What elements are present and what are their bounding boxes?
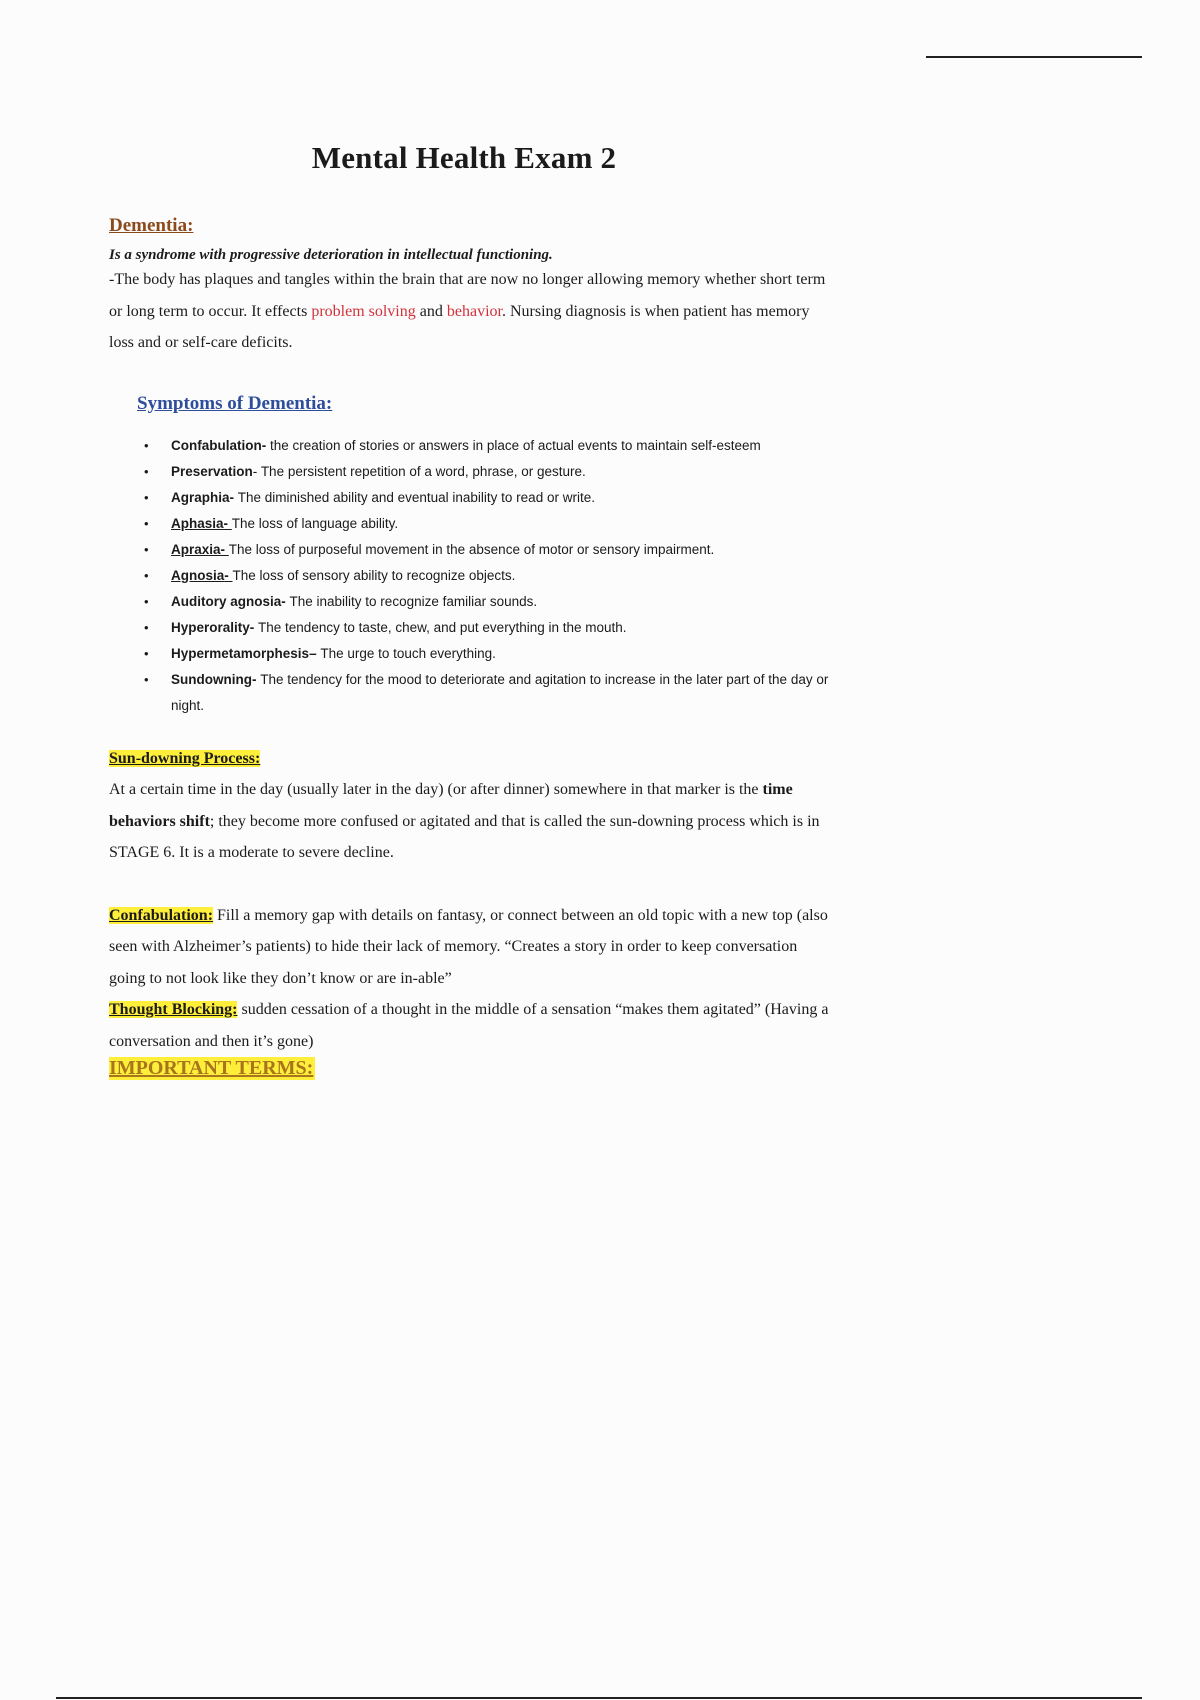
dementia-definition: Is a syndrome with progressive deterioration in intellectual functioning. — [109, 247, 553, 263]
dementia-body — [109, 264, 829, 359]
document-content — [109, 140, 829, 1080]
sundowning-text2: ; they become more confused or agitated and that is called the sun-downing process which is in STAGE 6. It is a moderate to severe decline. — [109, 812, 820, 861]
symptom-term: Aphasia — [171, 515, 224, 531]
list-item — [144, 511, 829, 537]
symptom-term: Hypermetamorphesis — [171, 645, 310, 661]
symptom-separator: - — [281, 593, 290, 609]
list-item — [144, 485, 829, 511]
thought-blocking-body — [109, 994, 829, 1057]
bullet-icon: • — [144, 437, 149, 453]
thought-blocking-heading: Thought Blocking: — [109, 1001, 238, 1018]
symptom-description: The inability to recognize familiar sounds. — [289, 593, 538, 609]
bullet-icon: • — [144, 645, 149, 661]
sundowning-heading-line — [109, 743, 829, 775]
list-item — [144, 537, 829, 563]
symptom-term: Confabulation — [171, 437, 262, 453]
symptom-description: The persistent repetition of a word, phrase, or gesture. — [260, 463, 586, 479]
bullet-icon: • — [144, 593, 149, 609]
symptom-separator: - — [249, 619, 259, 635]
symptom-separator: – — [309, 645, 321, 661]
symptom-separator: - — [223, 515, 232, 531]
list-item — [144, 615, 829, 641]
sundowning-body — [109, 774, 829, 869]
footer-rule — [56, 1697, 1142, 1699]
list-item — [144, 563, 829, 589]
list-item — [144, 433, 829, 459]
symptom-description: the creation of stories or answers in place of actual events to maintain self-esteem — [270, 437, 761, 453]
page-title: Mental Health Exam 2 — [311, 140, 617, 175]
symptom-description: The loss of language ability. — [231, 515, 399, 531]
symptom-description: The loss of purposeful movement in the absence of motor or sensory impairment. — [228, 541, 715, 557]
highlight-behavior: behavior — [446, 302, 502, 320]
symptom-term: Auditory agnosia — [171, 593, 282, 609]
dementia-body-and: and — [415, 302, 447, 320]
bullet-icon: • — [144, 671, 149, 687]
list-item — [144, 667, 829, 719]
sundowning-bold: time behaviors shift — [109, 781, 793, 830]
sundowning-section — [109, 743, 829, 869]
symptom-term: Apraxia — [171, 541, 221, 557]
thought-blocking-text: sudden cessation of a thought in the middle of a sensation “makes them agitated” (Having a conversation and then it’s gone) — [109, 1001, 829, 1050]
symptom-term: Preservation — [171, 463, 253, 479]
symptom-separator: - — [220, 541, 229, 557]
symptom-separator: - — [229, 489, 238, 505]
bullet-icon: • — [144, 619, 149, 635]
important-terms-heading: IMPORTANT TERMS: — [109, 1057, 314, 1079]
dementia-heading: Dementia: — [109, 215, 194, 236]
dementia-body-part1: -The body has plaques and tangles within the brain that are now no longer allowing memory whether short term or long term to occur. It effects — [109, 271, 826, 320]
symptom-description: The urge to touch everything. — [320, 645, 496, 661]
list-item — [144, 641, 829, 667]
highlight-problem-solving: problem solving — [311, 302, 416, 320]
confabulation-section — [109, 900, 829, 1081]
header-rule — [926, 56, 1142, 58]
symptom-description: The tendency to taste, chew, and put everything in the mouth. — [258, 619, 627, 635]
sundowning-heading: Sun-downing Process: — [109, 749, 261, 767]
symptom-term: Sundowning — [171, 671, 252, 687]
symptom-description: The loss of sensory ability to recognize objects. — [232, 567, 516, 583]
symptom-separator: - — [261, 437, 270, 453]
symptom-description: The diminished ability and eventual inability to read or write. — [237, 489, 595, 505]
confabulation-body — [109, 900, 829, 995]
symptoms-list — [109, 433, 829, 719]
bullet-icon: • — [144, 489, 149, 505]
confabulation-text: Fill a memory gap with details on fantasy, or connect between an old topic with a new top (also seen with Alzheimer’s patients) to hide their lack of memory. “Creates a story in order to keep conversation going to not look like they don’t know or are in-able” — [109, 906, 828, 987]
symptom-separator: - — [224, 567, 233, 583]
bullet-icon: • — [144, 463, 149, 479]
symptoms-heading: Symptoms of Dementia: — [137, 392, 333, 414]
sundowning-text1: At a certain time in the day (usually later in the day) (or after dinner) somewhere in that marker is the — [109, 781, 763, 798]
dementia-body-part2: . Nursing diagnosis is when patient has memory loss and or self-care deficits. — [109, 302, 810, 351]
symptom-separator: - — [251, 671, 261, 687]
bullet-icon: • — [144, 567, 149, 583]
bullet-icon: • — [144, 541, 149, 557]
symptom-description: The tendency for the mood to deteriorate and agitation to increase in the later part of the day or night. — [171, 671, 829, 713]
list-item — [144, 589, 829, 615]
important-terms-line — [109, 1057, 829, 1080]
symptom-term: Hyperorality — [171, 619, 250, 635]
symptom-separator: - — [252, 463, 261, 479]
bullet-icon: • — [144, 515, 149, 531]
list-item — [144, 459, 829, 485]
confabulation-heading: Confabulation: — [109, 906, 214, 924]
symptom-term: Agraphia — [171, 489, 230, 505]
symptom-term: Agnosia — [171, 567, 225, 583]
